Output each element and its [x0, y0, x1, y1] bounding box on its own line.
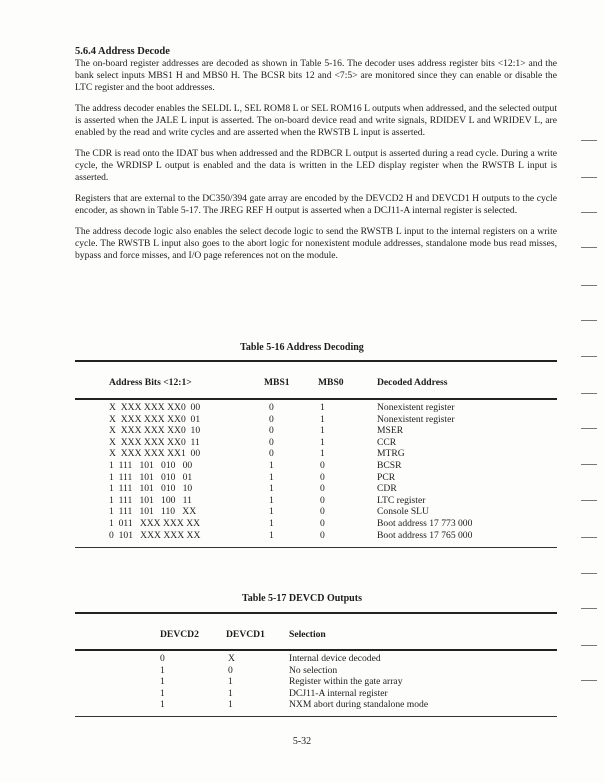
table17-cell: NXM abort during standalone mode	[289, 699, 429, 711]
margin-mark	[581, 320, 597, 321]
table16-cell: 1	[320, 436, 325, 448]
table16-cell: 0	[320, 459, 325, 471]
margin-mark	[581, 645, 597, 646]
table16-cell: X XXX XXX XX1 00	[109, 448, 201, 460]
table16-row	[0, 530, 604, 542]
page-number: 5-32	[292, 736, 312, 747]
table16-row	[0, 414, 604, 426]
table16-cell: 1	[320, 402, 325, 413]
table17-cell: No selection	[289, 664, 338, 676]
table-5-17-title: Table 5-17 DEVCD Outputs	[242, 593, 362, 604]
table16-cell: 1 111 101 110 XX	[109, 506, 197, 518]
table16-cell: X XXX XXX XX0 01	[109, 413, 201, 425]
table-5-17-body	[0, 653, 604, 711]
table16-cell: 1	[269, 529, 274, 541]
table-5-16-header-decoded-address: Decoded Address	[377, 377, 448, 388]
table16-cell: Boot address 17 765 000	[377, 529, 473, 541]
table16-row	[0, 483, 604, 495]
table16-row	[0, 437, 604, 449]
table16-cell: 0	[269, 402, 274, 413]
paragraph: The CDR is read onto the IDAT bus when addressed and the RDBCR L output is asserted during a read cycle. During a write cycle, the WRDISP L output is enabled and the data is written in the LED display register when the RWSTB L input is asserted.	[75, 148, 557, 183]
paragraph: The address decoder enables the SELDL L, SEL ROM8 L or SEL ROM16 L outputs when addressed, and the selected output is asserted when the JALE L input is asserted. The on-board device read and write signals, RDIDEV L and WRIDEV L, are enabled by the read and write cycles and are asserted when the RWSTB L input is asserted.	[75, 103, 557, 138]
table16-cell: Nonexistent register	[377, 402, 455, 413]
table16-cell: X XXX XXX XX0 10	[109, 425, 201, 437]
table17-cell: 0	[228, 664, 233, 676]
table17-cell: 1	[160, 664, 165, 676]
margin-mark	[581, 393, 597, 394]
table16-cell: CDR	[377, 483, 397, 495]
table16-cell: 1	[320, 425, 325, 437]
table-5-17-bottom-rule	[75, 716, 557, 717]
table-5-17-header-devcd1: DEVCD1	[226, 629, 265, 640]
table16-cell: 0	[320, 529, 325, 541]
table16-cell: MTRG	[377, 448, 405, 460]
section-body	[75, 46, 557, 271]
table17-cell: DCJ11-A internal register	[289, 687, 388, 699]
table17-cell: 1	[228, 699, 233, 711]
table16-row	[0, 460, 604, 472]
margin-mark	[581, 212, 597, 213]
margin-mark	[581, 177, 597, 178]
table16-cell: PCR	[377, 471, 396, 483]
margin-mark	[581, 500, 597, 501]
table-5-16-header-mbs0: MBS0	[318, 377, 344, 388]
table16-cell: MSER	[377, 425, 404, 437]
table17-cell: Internal device decoded	[289, 653, 381, 664]
table17-cell: 1	[228, 676, 233, 688]
table-5-16-header-address-bits: Address Bits <12:1>	[109, 377, 192, 388]
table16-cell: 1 011 XXX XXX XX	[109, 517, 201, 529]
table16-cell: 1	[269, 471, 274, 483]
margin-mark	[581, 464, 597, 465]
table17-cell: 1	[160, 676, 165, 688]
margin-mark	[581, 285, 597, 286]
table16-cell: LTC register	[377, 494, 426, 506]
table17-cell: 1	[228, 687, 233, 699]
margin-mark	[581, 573, 597, 574]
table-5-16-header-rule	[75, 398, 557, 400]
table16-cell: 0	[320, 483, 325, 495]
margin-mark	[581, 428, 597, 429]
table16-row	[0, 425, 604, 437]
table16-row	[0, 402, 604, 414]
table17-row	[0, 665, 604, 677]
table16-cell: 1	[269, 506, 274, 518]
table16-cell: Boot address 17 773 000	[377, 517, 473, 529]
table17-row	[0, 688, 604, 700]
table16-row	[0, 495, 604, 507]
table16-cell: 0	[269, 425, 274, 437]
table17-cell: X	[228, 653, 235, 664]
table16-row	[0, 506, 604, 518]
margin-mark	[581, 680, 597, 681]
margin-mark	[581, 247, 597, 248]
table16-cell: 0	[320, 471, 325, 483]
table-5-16-top-rule	[75, 360, 557, 362]
section-heading: 5.6.4 Address Decode	[75, 46, 170, 57]
table17-row	[0, 676, 604, 688]
table16-row	[0, 518, 604, 530]
table16-cell: 0	[269, 436, 274, 448]
table16-cell: X XXX XXX XX0 00	[109, 402, 201, 413]
table16-row	[0, 448, 604, 460]
table17-cell: 0	[160, 653, 165, 664]
table-5-17-header-devcd2: DEVCD2	[160, 629, 199, 640]
table16-cell: BCSR	[377, 459, 402, 471]
table16-cell: 1	[269, 459, 274, 471]
table16-cell: 1 111 101 010 00	[109, 459, 193, 471]
table16-cell: 1 111 101 010 10	[109, 483, 193, 495]
table17-row	[0, 699, 604, 711]
table-5-17-header-rule	[75, 649, 557, 651]
table17-cell: Register within the gate array	[289, 676, 403, 688]
table16-cell: 0	[320, 506, 325, 518]
table16-cell: 0 101 XXX XXX XX	[109, 529, 201, 541]
table-5-16-title: Table 5-16 Address Decoding	[240, 342, 364, 353]
table16-cell: 0	[269, 413, 274, 425]
table-5-16-body	[0, 402, 604, 541]
table16-cell: X XXX XXX XX0 11	[109, 436, 200, 448]
table-5-17-header-selection: Selection	[289, 629, 326, 640]
table16-cell: 1 111 101 100 11	[109, 494, 192, 506]
table16-cell: 1	[269, 517, 274, 529]
table16-cell: Nonexistent register	[377, 413, 455, 425]
table17-cell: 1	[160, 699, 165, 711]
table-5-16-bottom-rule	[75, 547, 557, 548]
table16-row	[0, 472, 604, 484]
table16-cell: 1	[320, 448, 325, 460]
paragraph: Registers that are external to the DC350/394 gate array are encoded by the DEVCD2 H and DEVCD1 H outputs to the cycle encoder, as shown in Table 5-17. The JREG REF H output is asserted when a DCJ11-A internal register is selected.	[75, 193, 557, 216]
table16-cell: 1	[269, 483, 274, 495]
margin-mark	[581, 356, 597, 357]
table17-row	[0, 653, 604, 665]
table16-cell: 0	[269, 448, 274, 460]
table16-cell: CCR	[377, 436, 397, 448]
table17-cell: 1	[160, 687, 165, 699]
table16-cell: 1 111 101 010 01	[109, 471, 193, 483]
table16-cell: Console SLU	[377, 506, 429, 518]
table16-cell: 0	[320, 494, 325, 506]
paragraph: The address decode logic also enables the select decode logic to send the RWSTB L input to the internal registers on a write cycle. The RWSTB L input also goes to the abort logic for nonexistent module addresses, standalone mode bus read misses, bypass and force misses, and I/O page references not on the module.	[75, 226, 557, 261]
margin-mark	[581, 140, 597, 141]
table16-cell: 1	[269, 494, 274, 506]
table16-cell: 1	[320, 413, 325, 425]
paragraph: The on-board register addresses are decoded as shown in Table 5-16. The decoder uses address register bits <12:1> and the bank select inputs MBS1 H and MBS0 H. The BCSR bits 12 and <7:5> are monitored since they can enable or disable the LTC register and the boot addresses.	[75, 58, 557, 93]
margin-mark	[581, 537, 597, 538]
table-5-17-top-rule	[75, 612, 557, 614]
margin-mark	[581, 608, 597, 609]
table-5-16-header-mbs1: MBS1	[264, 377, 290, 388]
table16-cell: 0	[320, 517, 325, 529]
